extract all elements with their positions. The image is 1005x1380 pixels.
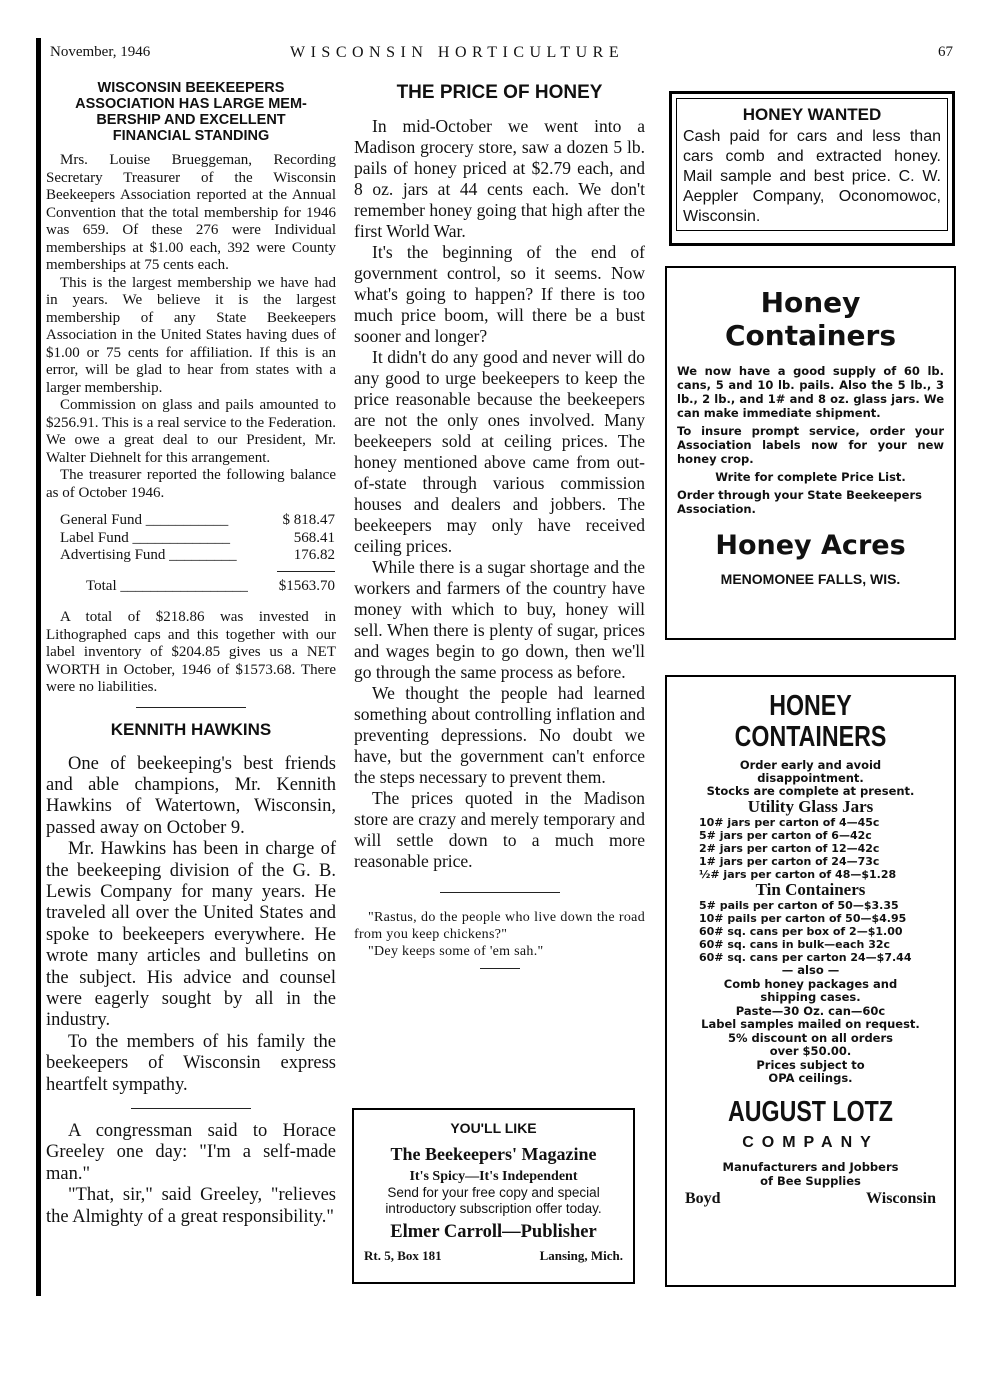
fund-table [60, 512, 335, 595]
price-line: 60# sq. cans per box of 2—$1.00 [699, 925, 903, 938]
ad-line: over $50.00. [769, 1044, 852, 1058]
paragraph: "That, sir," said Greeley, "relieves the Almighty of a great responsibility." [46, 1185, 336, 1227]
paragraph: Commission on glass and pails amounted to $256.91. This is a real service to the Federation. We owe a great deal to our President, Mr. Walter Diehnelt for this arrangement. [46, 397, 336, 466]
ad-line: 5% discount on all orders [728, 1030, 893, 1045]
paragraph: It didn't do any good and never will do any good to urge beekeepers to keep the price reasonable because the beekeepers are not the only ones involved. Many beekeepers sold at ceiling prices. The honey mentioned above came from out-of-state through various commission houses and dealers and jobbers. The beekeepers may only have received ceiling prices. [354, 347, 645, 556]
joke-line: "Rastus, do the people who live down the road from you keep chickens?" [354, 910, 645, 942]
header-title: WISCONSIN HORTICULTURE [290, 44, 625, 61]
ad-line: Elmer Carroll—Publisher [390, 1222, 597, 1242]
paragraph: A congressman said to Horace Greeley one day: "I'm a self-made man." [46, 1121, 336, 1184]
ad-line: — also — [781, 963, 840, 977]
ad-line: Label samples mailed on request. [701, 1017, 920, 1031]
ad-title: HONEY WANTED [742, 105, 882, 124]
ad-company-name: Honey Acres [715, 530, 906, 561]
paragraph: One of beekeeping's best friends and able champions, Mr. Kennith Hawkins of Watertown, Wisconsin, passed away on October 9. [46, 753, 336, 838]
price-line: ½# jars per carton of 48—$1.28 [699, 868, 897, 881]
honey-acres-ad [665, 266, 956, 640]
paragraph: To the members of his family the beekeepers of Wisconsin express heartfelt sympathy. [46, 1031, 336, 1095]
ad-title: HONEY [769, 690, 852, 722]
article-membership [46, 80, 336, 1228]
ad-location: Boyd Wisconsin [685, 1189, 936, 1207]
article-title [46, 80, 336, 144]
ad-paragraph: Write for complete Price List. [715, 470, 906, 484]
price-line: 10# jars per carton of 4—45c [699, 816, 880, 829]
paragraph: A total of $218.86 was invested in Lithographed caps and this together with our label inventory of $204.85 gives us a NET WORTH in October, 1946 of $1573.68. There were no liabilities. [46, 609, 336, 695]
divider [440, 892, 560, 893]
paragraph: This is the largest membership we have had in years. We believe it is the largest membership of any State Beekeepers Association in the United States having dues of $1.00 or 75 cents for affiliation. If this is an error, will be glad to hear from states with a larger membership. [46, 274, 336, 396]
paragraph: The treasurer reported the following balance as of October 1946. [46, 467, 336, 501]
price-line: 60# sq. cans in bulk—each 32c [699, 938, 891, 951]
price-line: 10# pails per carton of 50—$4.95 [699, 912, 907, 925]
ad-line: It's Spicy—It's Independent [409, 1169, 578, 1184]
title-line: WISCONSIN BEEKEEPERS [97, 80, 285, 96]
august-lotz-ad [665, 675, 956, 1287]
divider [480, 968, 520, 969]
title-line: FINANCIAL STANDING [112, 128, 270, 144]
ad-paragraph: We now have a good supply of 60 lb. cans, 5 and 10 lb. pails. Also the 5 lb., 3 lb., 2 lb., and 1# and 8 oz. glass jars. We can make immediate shipment. [677, 364, 944, 420]
header-date: November, 1946 [50, 44, 151, 60]
price-line: 5# pails per carton of 50—$3.35 [699, 899, 899, 912]
divider [136, 707, 246, 708]
ad-title: Honey [760, 286, 861, 319]
ad-company-name: AUGUST LOTZ [728, 1095, 893, 1128]
ad-line: Manufacturers and Jobbers [722, 1159, 899, 1174]
ad-company-word: COMPANY [742, 1133, 879, 1151]
ad-line: of Bee Supplies [760, 1173, 861, 1188]
section-heading: Utility Glass Jars [747, 797, 874, 816]
section-heading: Tin Containers [755, 880, 866, 899]
article-title: THE PRICE OF HONEY [396, 82, 603, 103]
price-line: 1# jars per carton of 24—73c [699, 855, 880, 868]
fund-total-row: Total _________________ $1563.70 [86, 577, 335, 594]
fund-row: Advertising Fund _________ 176.82 [60, 547, 335, 563]
ad-line: Paste—30 Oz. can—60c [735, 1003, 886, 1018]
paragraph: Mrs. Louise Brueggeman, Recording Secretary Treasurer of the Wisconsin Beekeepers Association reported at the Annual Convention that the total membership for 1946 was 659. Of these 276 were Individual memberships at $1.00 each, 392 were County memberships at 75 cents each. [46, 152, 336, 273]
ad-line: YOU'LL LIKE [450, 1120, 537, 1136]
fund-row: General Fund ___________ $ 818.47 [60, 512, 335, 528]
paragraph: We thought the people had learned something about controlling inflation and preventing depressions. No doubt we have, but the government can't enforce the steps necessary to prevent them. [354, 683, 645, 787]
price-line: 5# jars per carton of 6—42c [699, 829, 872, 842]
ad-line: Prices subject to [756, 1057, 865, 1072]
ad-body: Cash paid for cars and less than cars comb and extracted honey. Mail sample and best price. C. W. Aeppler Company, Oconomowoc, Wisconsin. [683, 128, 941, 225]
ad-line: Comb honey packages and [723, 976, 898, 991]
price-line: 60# sq. cans per carton 24—$7.44 [699, 951, 912, 964]
article-price-of-honey [354, 82, 645, 969]
paragraph: It's the beginning of the end of government control, so it seems. Now what's going to happen? If there is too much price boom, will there be a bust sooner and longer? [354, 242, 645, 346]
title-line: ASSOCIATION HAS LARGE MEM- [75, 96, 307, 112]
hawkins-title: KENNITH HAWKINS [110, 719, 272, 739]
ad-address: Rt. 5, Box 181 Lansing, Mich. [364, 1248, 623, 1263]
magazine-ad [352, 1108, 635, 1284]
paragraph: The prices quoted in the Madison store are crazy and merely temporary and will settle down to a much more reasonable price. [354, 788, 645, 871]
fund-row: Label Fund _____________ 568.41 [60, 529, 335, 546]
price-line: 2# jars per carton of 12—42c [699, 842, 880, 855]
ad-line: Stocks are complete at present. [706, 784, 915, 798]
ad-line: OPA ceilings. [768, 1071, 853, 1085]
ad-paragraph: Order through your State Beekeepers Association. [677, 488, 922, 516]
title-line: BERSHIP AND EXCELLENT [96, 112, 286, 128]
joke-line: "Dey keeps some of 'em sah." [368, 944, 544, 959]
sum-rule [277, 571, 335, 572]
ad-line: The Beekeepers' Magazine [390, 1144, 597, 1164]
honey-wanted-ad [669, 91, 955, 246]
paragraph: Mr. Hawkins has been in charge of the beekeeping division of the G. B. Lewis Company for many years. He traveled all over the United States and spoke to beekeepers everywhere. He wrote many articles and bulletins on the subject. His advice and counsel were eagerly sought by all in the industry. [46, 839, 336, 1031]
paragraph: While there is a sugar shortage and the workers and farmers of the country have money with which to buy, honey will sell. When there is plenty of sugar, prices and wages begin to go down, then we'll go through the same process as before. [354, 557, 645, 682]
divider [131, 1108, 251, 1109]
ad-line: shipping cases. [760, 990, 861, 1004]
ad-paragraph: To insure prompt service, order your Association labels now for your new honey crop. [677, 424, 944, 466]
left-margin-bar [36, 38, 41, 1296]
ad-title: CONTAINERS [734, 721, 887, 753]
paragraph: In mid-October we went into a Madison grocery store, saw a dozen 5 lb. pails of honey priced at $2.79 each, and 8 oz. jars at 44 cents each. We don't remember honey going that high after the first World War. [354, 116, 645, 241]
ad-title: Containers [725, 319, 896, 352]
header-page-number: 67 [938, 44, 953, 60]
ad-line: disappointment. [757, 771, 864, 785]
ad-city: MENOMONEE FALLS, WIS. [720, 571, 901, 587]
ad-line: Order early and avoid [739, 758, 882, 772]
ad-line: Send for your free copy and special introductory subscription offer today. [385, 1185, 602, 1216]
